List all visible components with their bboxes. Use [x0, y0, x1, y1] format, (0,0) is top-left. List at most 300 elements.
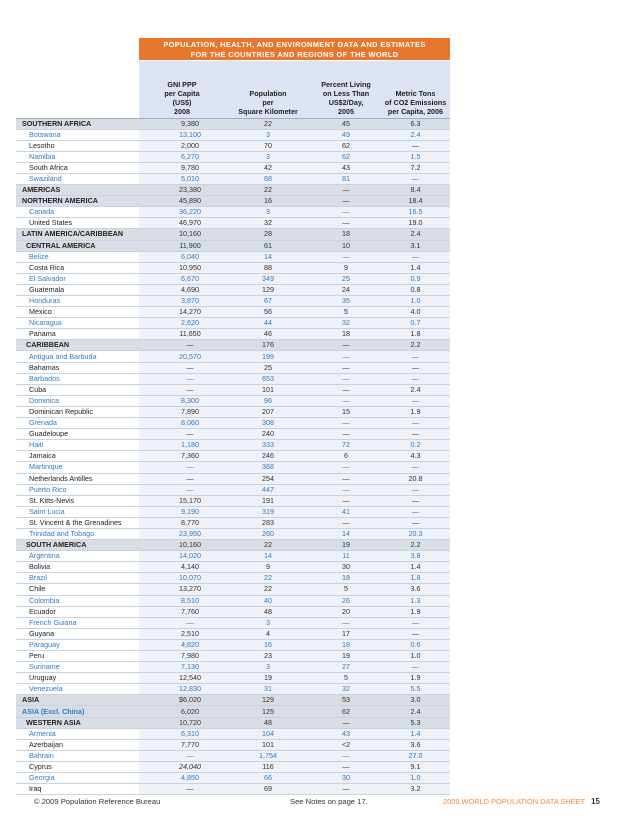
row-name-cell: WESTERN ASIA [16, 717, 139, 728]
density-cell: 44 [225, 318, 311, 329]
gni-cell: 7,360 [139, 451, 225, 462]
poverty-cell: 5 [311, 673, 381, 684]
table-title-banner [139, 38, 450, 60]
row-name-cell: Dominica [16, 395, 139, 406]
row-name-cell: Trinidad and Tobago [16, 528, 139, 539]
page-number: 15 [591, 797, 600, 806]
poverty-cell: — [311, 251, 381, 262]
header-gni-line: per Capita [164, 88, 200, 98]
density-cell: 70 [225, 140, 311, 151]
poverty-cell: <2 [311, 739, 381, 750]
density-cell: 66 [225, 773, 311, 784]
co2-cell: 1.0 [381, 773, 450, 784]
density-cell: 260 [225, 528, 311, 539]
density-cell: 3 [225, 151, 311, 162]
poverty-cell: — [311, 207, 381, 218]
header-poverty-line: Percent Living [321, 79, 371, 89]
gni-cell: 13,270 [139, 584, 225, 595]
country-row [16, 418, 450, 429]
region-row [16, 118, 450, 129]
region-row [16, 229, 450, 240]
region-row [16, 695, 450, 706]
gni-cell: 9,380 [139, 118, 225, 129]
poverty-cell: 43 [311, 162, 381, 173]
country-row [16, 595, 450, 606]
row-name-cell: Cuba [16, 384, 139, 395]
co2-cell: — [381, 662, 450, 673]
co2-cell: — [381, 495, 450, 506]
row-name-cell: Lesotho [16, 140, 139, 151]
density-cell: 56 [225, 307, 311, 318]
density-cell: 22 [225, 584, 311, 595]
country-row [16, 484, 450, 495]
row-name-cell: Puerto Rico [16, 484, 139, 495]
row-name-cell: Costa Rica [16, 262, 139, 273]
gni-cell: 10,070 [139, 573, 225, 584]
row-name-cell: Azerbaijan [16, 739, 139, 750]
poverty-cell: 30 [311, 562, 381, 573]
co2-cell: 1.9 [381, 406, 450, 417]
copyright-text: © 2009 Population Reference Bureau [34, 797, 161, 806]
density-cell: 3 [225, 129, 311, 140]
country-row [16, 440, 450, 451]
density-cell: 3 [225, 207, 311, 218]
poverty-cell: 25 [311, 273, 381, 284]
country-row [16, 451, 450, 462]
country-row [16, 784, 450, 795]
table-body [16, 118, 450, 795]
country-row [16, 173, 450, 184]
country-row [16, 728, 450, 739]
poverty-cell: 62 [311, 140, 381, 151]
density-cell: 368 [225, 462, 311, 473]
poverty-cell: 5 [311, 307, 381, 318]
co2-cell: — [381, 628, 450, 639]
row-name-cell: Guyana [16, 628, 139, 639]
header-co2-line: per Capita, 2006 [387, 106, 444, 116]
poverty-cell: 24 [311, 284, 381, 295]
poverty-cell: — [311, 384, 381, 395]
poverty-cell: 18 [311, 229, 381, 240]
density-cell: 22 [225, 540, 311, 551]
gni-cell: — [139, 384, 225, 395]
poverty-cell: 11 [311, 551, 381, 562]
poverty-cell: 26 [311, 595, 381, 606]
header-gni-line: GNI PPP [167, 79, 197, 89]
density-cell: 319 [225, 506, 311, 517]
density-cell: 308 [225, 418, 311, 429]
density-cell: 101 [225, 739, 311, 750]
gni-cell: 15,170 [139, 495, 225, 506]
country-row [16, 329, 450, 340]
country-row [16, 495, 450, 506]
co2-cell: 4.3 [381, 451, 450, 462]
co2-cell: 2.4 [381, 706, 450, 717]
poverty-cell: 53 [311, 695, 381, 706]
gni-cell: 2,000 [139, 140, 225, 151]
density-cell: 116 [225, 761, 311, 772]
header-poverty-line: US$2/Day, [328, 97, 364, 107]
gni-cell: 1,180 [139, 440, 225, 451]
region-row [16, 185, 450, 196]
density-cell: 96 [225, 395, 311, 406]
poverty-cell: — [311, 617, 381, 628]
co2-cell: 3.0 [381, 695, 450, 706]
row-name-cell: Namibia [16, 151, 139, 162]
co2-cell: — [381, 418, 450, 429]
row-name-cell: Ecuador [16, 606, 139, 617]
poverty-cell: 9 [311, 262, 381, 273]
country-row [16, 351, 450, 362]
country-row [16, 573, 450, 584]
poverty-cell: 45 [311, 118, 381, 129]
country-row [16, 473, 450, 484]
density-cell: 19 [225, 673, 311, 684]
co2-cell: 0.2 [381, 440, 450, 451]
co2-cell: 1.8 [381, 329, 450, 340]
header-gni [139, 61, 225, 118]
gni-cell: — [139, 784, 225, 795]
country-row [16, 162, 450, 173]
header-blank [16, 61, 139, 118]
gni-cell: 6,310 [139, 728, 225, 739]
data-table [16, 61, 450, 795]
co2-cell: 1.4 [381, 728, 450, 739]
country-row [16, 296, 450, 307]
poverty-cell: — [311, 761, 381, 772]
co2-cell: 2.4 [381, 229, 450, 240]
row-name-cell: Georgia [16, 773, 139, 784]
row-name-cell: South Africa [16, 162, 139, 173]
row-name-cell: Honduras [16, 296, 139, 307]
gni-cell: 10,720 [139, 717, 225, 728]
density-cell: 349 [225, 273, 311, 284]
gni-cell: 8,300 [139, 395, 225, 406]
density-cell: 191 [225, 495, 311, 506]
density-cell: 69 [225, 784, 311, 795]
row-name-cell: Armenia [16, 728, 139, 739]
poverty-cell: — [311, 395, 381, 406]
gni-cell: 4,820 [139, 639, 225, 650]
gni-cell: 46,970 [139, 218, 225, 229]
gni-cell: 8,060 [139, 418, 225, 429]
poverty-cell: 72 [311, 440, 381, 451]
co2-cell: 0.6 [381, 639, 450, 650]
gni-cell: 8,770 [139, 517, 225, 528]
co2-cell: 8.4 [381, 185, 450, 196]
table-title-line-2: FOR THE COUNTRIES AND REGIONS OF THE WORLD [190, 49, 399, 59]
row-name-cell: Canada [16, 207, 139, 218]
co2-cell: 19.0 [381, 218, 450, 229]
density-cell: 48 [225, 717, 311, 728]
row-name-cell: SOUTH AMERICA [16, 540, 139, 551]
row-name-cell: Brazil [16, 573, 139, 584]
co2-cell: 2.4 [381, 129, 450, 140]
country-row [16, 562, 450, 573]
density-cell: 14 [225, 551, 311, 562]
density-cell: 32 [225, 218, 311, 229]
poverty-cell: — [311, 218, 381, 229]
co2-cell: 6.3 [381, 118, 450, 129]
row-name-cell: St. Kitts-Nevis [16, 495, 139, 506]
row-name-cell: ASIA [16, 695, 139, 706]
country-row [16, 750, 450, 761]
density-cell: 31 [225, 684, 311, 695]
row-name-cell: St. Vincent & the Grenadines [16, 517, 139, 528]
header-poverty-line: on Less Than [322, 88, 370, 98]
density-cell: 246 [225, 451, 311, 462]
co2-cell: 1.8 [381, 573, 450, 584]
poverty-cell: 32 [311, 318, 381, 329]
co2-cell: 1.0 [381, 651, 450, 662]
gni-cell: 24,040 [139, 761, 225, 772]
co2-cell: 3.8 [381, 551, 450, 562]
co2-cell: 4.0 [381, 307, 450, 318]
gni-cell: 12,540 [139, 673, 225, 684]
poverty-cell: 35 [311, 296, 381, 307]
gni-cell: 12,830 [139, 684, 225, 695]
country-row [16, 606, 450, 617]
co2-cell: 3.6 [381, 584, 450, 595]
table-title-line-1: POPULATION, HEALTH, AND ENVIRONMENT DATA AND ESTIMATES [163, 40, 426, 49]
co2-cell: 1.3 [381, 595, 450, 606]
gni-cell: 6,040 [139, 251, 225, 262]
row-name-cell: Suriname [16, 662, 139, 673]
country-row [16, 218, 450, 229]
country-row [16, 318, 450, 329]
poverty-cell: — [311, 362, 381, 373]
co2-cell: 20.3 [381, 528, 450, 539]
poverty-cell: 43 [311, 728, 381, 739]
row-name-cell: Nicaragua [16, 318, 139, 329]
density-cell: 333 [225, 440, 311, 451]
gni-cell: 3,870 [139, 296, 225, 307]
poverty-cell: 62 [311, 151, 381, 162]
gni-cell: — [139, 362, 225, 373]
density-cell: 68 [225, 173, 311, 184]
density-cell: 9 [225, 562, 311, 573]
co2-cell: 2.2 [381, 540, 450, 551]
co2-cell: — [381, 462, 450, 473]
poverty-cell: 62 [311, 706, 381, 717]
co2-cell: — [381, 351, 450, 362]
region-row [16, 706, 450, 717]
density-cell: 4 [225, 628, 311, 639]
gni-cell: 7,890 [139, 406, 225, 417]
row-name-cell: CARIBBEAN [16, 340, 139, 351]
co2-cell: 20.8 [381, 473, 450, 484]
gni-cell: 23,380 [139, 185, 225, 196]
density-cell: 16 [225, 196, 311, 207]
gni-cell: 45,890 [139, 196, 225, 207]
gni-cell: 10,950 [139, 262, 225, 273]
country-row [16, 129, 450, 140]
region-row [16, 340, 450, 351]
poverty-cell: — [311, 429, 381, 440]
gni-cell: 14,020 [139, 551, 225, 562]
gni-cell: 7,130 [139, 662, 225, 673]
country-row [16, 528, 450, 539]
country-row [16, 551, 450, 562]
header-density [225, 61, 311, 118]
gni-cell: 4,850 [139, 773, 225, 784]
density-cell: 104 [225, 728, 311, 739]
country-row [16, 517, 450, 528]
gni-cell: 4,690 [139, 284, 225, 295]
poverty-cell: — [311, 750, 381, 761]
country-row [16, 429, 450, 440]
row-name-cell: Haiti [16, 440, 139, 451]
gni-cell: 6,020 [139, 706, 225, 717]
gni-cell: 2,620 [139, 318, 225, 329]
gni-cell: — [139, 750, 225, 761]
co2-cell: 3.1 [381, 240, 450, 251]
country-row [16, 284, 450, 295]
co2-cell: 1.4 [381, 562, 450, 573]
poverty-cell: 5 [311, 584, 381, 595]
country-row [16, 761, 450, 772]
row-name-cell: Martinique [16, 462, 139, 473]
poverty-cell: — [311, 351, 381, 362]
density-cell: 3 [225, 662, 311, 673]
density-cell: 88 [225, 262, 311, 273]
density-cell: 129 [225, 695, 311, 706]
density-cell: 25 [225, 362, 311, 373]
row-name-cell: Jamaica [16, 451, 139, 462]
row-name-cell: Antigua and Barbuda [16, 351, 139, 362]
co2-cell: 1.4 [381, 262, 450, 273]
density-cell: 129 [225, 284, 311, 295]
header-co2-line: Metric Tons [395, 88, 436, 98]
co2-cell: — [381, 140, 450, 151]
row-name-cell: Colombia [16, 595, 139, 606]
gni-cell: — [139, 462, 225, 473]
density-cell: 48 [225, 606, 311, 617]
poverty-cell: — [311, 185, 381, 196]
co2-cell: — [381, 617, 450, 628]
country-row [16, 651, 450, 662]
header-density-line: per [262, 97, 274, 107]
poverty-cell: 49 [311, 129, 381, 140]
row-name-cell: Belize [16, 251, 139, 262]
header-co2-line: of CO2 Emissions [384, 97, 447, 107]
gni-cell: 7,980 [139, 651, 225, 662]
country-row [16, 395, 450, 406]
poverty-cell: 18 [311, 573, 381, 584]
country-row [16, 406, 450, 417]
density-cell: 125 [225, 706, 311, 717]
poverty-cell: — [311, 373, 381, 384]
poverty-cell: — [311, 340, 381, 351]
gni-cell: — [139, 617, 225, 628]
gni-cell: 8,510 [139, 595, 225, 606]
row-name-cell: Dominican Republic [16, 406, 139, 417]
gni-cell: 4,140 [139, 562, 225, 573]
poverty-cell: — [311, 495, 381, 506]
poverty-cell: — [311, 196, 381, 207]
country-row [16, 251, 450, 262]
row-name-cell: Uruguay [16, 673, 139, 684]
row-name-cell: AMERICAS [16, 185, 139, 196]
density-cell: 3 [225, 617, 311, 628]
row-name-cell: Swaziland [16, 173, 139, 184]
poverty-cell: 15 [311, 406, 381, 417]
co2-cell: 2.2 [381, 340, 450, 351]
row-name-cell: Mexico [16, 307, 139, 318]
density-cell: 240 [225, 429, 311, 440]
density-cell: 28 [225, 229, 311, 240]
region-row [16, 717, 450, 728]
gni-cell: 5,010 [139, 173, 225, 184]
gni-cell: 9,190 [139, 506, 225, 517]
co2-cell: 3.2 [381, 784, 450, 795]
density-cell: 254 [225, 473, 311, 484]
gni-cell: 11,900 [139, 240, 225, 251]
poverty-cell: 18 [311, 329, 381, 340]
density-cell: 22 [225, 573, 311, 584]
header-poverty [311, 61, 381, 118]
row-name-cell: Iraq [16, 784, 139, 795]
row-name-cell: Barbados [16, 373, 139, 384]
row-name-cell: NORTHERN AMERICA [16, 196, 139, 207]
poverty-cell: 27 [311, 662, 381, 673]
row-name-cell: LATIN AMERICA/CARIBBEAN [16, 229, 139, 240]
density-cell: 22 [225, 118, 311, 129]
co2-cell: 7.2 [381, 162, 450, 173]
notes-reference: See Notes on page 17. [290, 797, 368, 806]
header-gni-line: 2008 [174, 106, 190, 116]
density-cell: 22 [225, 185, 311, 196]
country-row [16, 273, 450, 284]
gni-cell: 7,770 [139, 739, 225, 750]
gni-cell: 13,100 [139, 129, 225, 140]
region-row [16, 196, 450, 207]
country-row [16, 307, 450, 318]
row-name-cell: Grenada [16, 418, 139, 429]
header-row [16, 61, 450, 118]
poverty-cell: 20 [311, 606, 381, 617]
country-row [16, 684, 450, 695]
country-row [16, 462, 450, 473]
poverty-cell: — [311, 717, 381, 728]
row-name-cell: Botswana [16, 129, 139, 140]
country-row [16, 151, 450, 162]
co2-cell: 9.1 [381, 761, 450, 772]
country-row [16, 506, 450, 517]
sheet-title [443, 797, 600, 806]
row-name-cell: ASIA (Excl. China) [16, 706, 139, 717]
co2-cell: 16.5 [381, 207, 450, 218]
co2-cell: — [381, 373, 450, 384]
co2-cell: 0.8 [381, 284, 450, 295]
row-name-cell: Panama [16, 329, 139, 340]
density-cell: 176 [225, 340, 311, 351]
gni-cell: 9,780 [139, 162, 225, 173]
row-name-cell: CENTRAL AMERICA [16, 240, 139, 251]
co2-cell: — [381, 362, 450, 373]
co2-cell: 18.4 [381, 196, 450, 207]
header-density-line: Population [249, 88, 287, 98]
gni-cell: 11,650 [139, 329, 225, 340]
co2-cell: 3.6 [381, 739, 450, 750]
gni-cell: 36,220 [139, 207, 225, 218]
country-row [16, 584, 450, 595]
density-cell: 23 [225, 651, 311, 662]
poverty-cell: 14 [311, 528, 381, 539]
row-name-cell: SOUTHERN AFRICA [16, 118, 139, 129]
gni-cell: — [139, 429, 225, 440]
co2-cell: 0.7 [381, 318, 450, 329]
